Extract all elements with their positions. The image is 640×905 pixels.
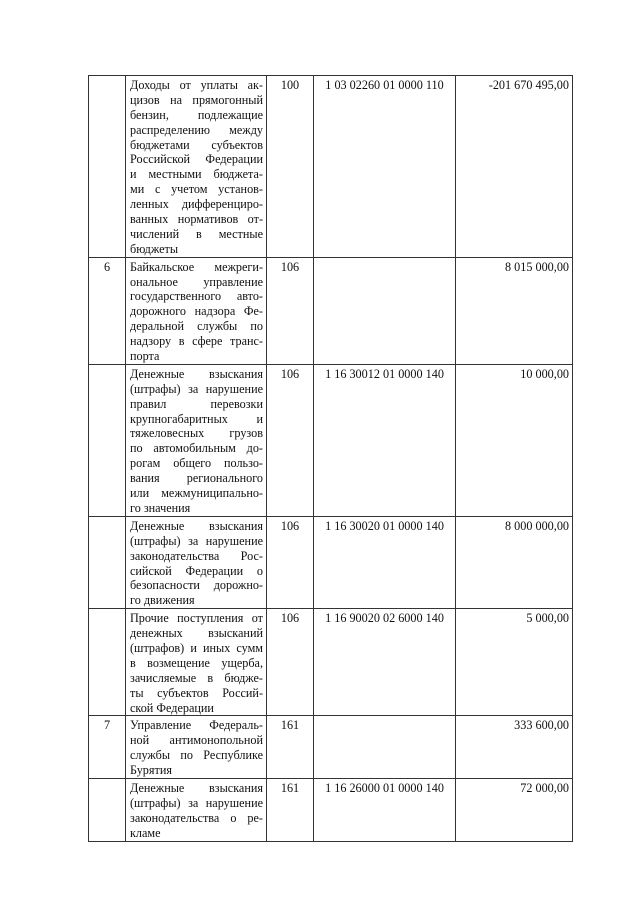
- row-number: [89, 609, 126, 716]
- income-name-line: ты субъектов Россий-: [130, 685, 263, 700]
- income-name-line: (штрафы) за нарушение: [130, 533, 263, 548]
- income-name-line: бюджетами субъектов: [130, 137, 263, 152]
- income-name-line: (штрафы) за нарушение: [130, 795, 263, 810]
- income-name: [126, 716, 267, 779]
- admin-code: 100: [267, 76, 314, 258]
- income-name-line: Денежные взыскания: [130, 518, 263, 533]
- amount: 8 000 000,00: [456, 516, 573, 608]
- income-name-line: службы по Республике: [130, 748, 263, 763]
- income-name-line: законодательства о ре-: [130, 810, 263, 825]
- income-name-line: ской Федерации: [130, 700, 214, 715]
- income-name-line: Бурятия: [130, 763, 172, 778]
- row-number: 7: [89, 716, 126, 779]
- table-row: [89, 257, 573, 364]
- income-name-line: Прочие поступления от: [130, 611, 263, 626]
- amount: 10 000,00: [456, 364, 573, 516]
- income-name-line: вания регионального: [130, 471, 263, 486]
- income-name-line: деральной службы по: [130, 319, 263, 334]
- income-name-line: ленных дифференциро-: [130, 197, 263, 212]
- income-name-line: Байкальское межреги-: [130, 259, 263, 274]
- budget-classification-code: 1 16 30020 01 0000 140: [314, 516, 456, 608]
- income-name: [126, 257, 267, 364]
- income-name: [126, 778, 267, 841]
- income-name-line: в возмещение ущерба,: [130, 655, 263, 670]
- income-name: [126, 76, 267, 258]
- income-name-line: Доходы от уплаты ак-: [130, 78, 263, 92]
- table-row: [89, 516, 573, 608]
- income-name-line: (штрафы) за нарушение: [130, 381, 263, 396]
- amount: 72 000,00: [456, 778, 573, 841]
- budget-classification-code: 1 03 02260 01 0000 110: [314, 76, 456, 258]
- row-number: [89, 516, 126, 608]
- income-name-line: государственного авто-: [130, 289, 263, 304]
- income-name-line: (штрафов) и иных сумм: [130, 640, 263, 655]
- admin-code: 106: [267, 609, 314, 716]
- income-name-line: безопасности дорожно-: [130, 578, 263, 593]
- budget-classification-code: 1 16 30012 01 0000 140: [314, 364, 456, 516]
- table-row: [89, 778, 573, 841]
- income-name-line: или межмуниципально-: [130, 486, 263, 501]
- income-name-line: Денежные взыскания: [130, 780, 263, 795]
- table-row: [89, 609, 573, 716]
- income-name-line: сийской Федерации о: [130, 563, 263, 578]
- budget-classification-code: [314, 257, 456, 364]
- income-name-line: ональное управление: [130, 274, 263, 289]
- table-row: [89, 716, 573, 779]
- income-name-line: правил перевозки: [130, 396, 263, 411]
- income-name-line: го значения: [130, 500, 191, 515]
- income-name-line: цизов на прямогонный: [130, 92, 263, 107]
- income-name-line: крупногабаритных и: [130, 411, 263, 426]
- income-name-line: рогам общего пользо-: [130, 456, 263, 471]
- income-name-line: надзору в сфере транс-: [130, 334, 263, 349]
- income-name-line: зачисляемые в бюдже-: [130, 670, 263, 685]
- amount: 333 600,00: [456, 716, 573, 779]
- income-name-line: числений в местные: [130, 226, 263, 241]
- budget-classification-code: 1 16 90020 02 6000 140: [314, 609, 456, 716]
- income-name-line: ванных нормативов от-: [130, 212, 263, 227]
- income-name-line: по автомобильным до-: [130, 441, 263, 456]
- income-name-line: Управление Федераль-: [130, 718, 263, 733]
- income-name-line: Денежные взыскания: [130, 366, 263, 381]
- row-number: [89, 76, 126, 258]
- income-name: [126, 609, 267, 716]
- admin-code: 106: [267, 257, 314, 364]
- income-name-line: бюджеты: [130, 241, 179, 256]
- row-number: [89, 778, 126, 841]
- amount: 8 015 000,00: [456, 257, 573, 364]
- admin-code: 106: [267, 516, 314, 608]
- income-name-line: порта: [130, 349, 160, 364]
- income-name-line: и местными бюджета-: [130, 167, 263, 182]
- budget-table: [88, 75, 573, 842]
- amount: 5 000,00: [456, 609, 573, 716]
- row-number: [89, 364, 126, 516]
- budget-classification-code: [314, 716, 456, 779]
- budget-classification-code: 1 16 26000 01 0000 140: [314, 778, 456, 841]
- admin-code: 161: [267, 778, 314, 841]
- amount: -201 670 495,00: [456, 76, 573, 258]
- income-name-line: ной антимонопольной: [130, 733, 263, 748]
- income-name-line: ми с учетом установ-: [130, 182, 263, 197]
- admin-code: 161: [267, 716, 314, 779]
- income-name: [126, 364, 267, 516]
- income-name-line: тяжеловесных грузов: [130, 426, 263, 441]
- row-number: 6: [89, 257, 126, 364]
- table-row: [89, 364, 573, 516]
- income-name-line: законодательства Рос-: [130, 548, 263, 563]
- income-name-line: дорожного надзора Фе-: [130, 304, 263, 319]
- table-row: [89, 76, 573, 258]
- admin-code: 106: [267, 364, 314, 516]
- income-name-line: бензин, подлежащие: [130, 107, 263, 122]
- income-name-line: Российской Федерации: [130, 152, 263, 167]
- income-name-line: денежных взысканий: [130, 626, 263, 641]
- income-name-line: го движения: [130, 593, 195, 608]
- income-name: [126, 516, 267, 608]
- income-name-line: кламе: [130, 825, 161, 840]
- income-name-line: распределению между: [130, 122, 263, 137]
